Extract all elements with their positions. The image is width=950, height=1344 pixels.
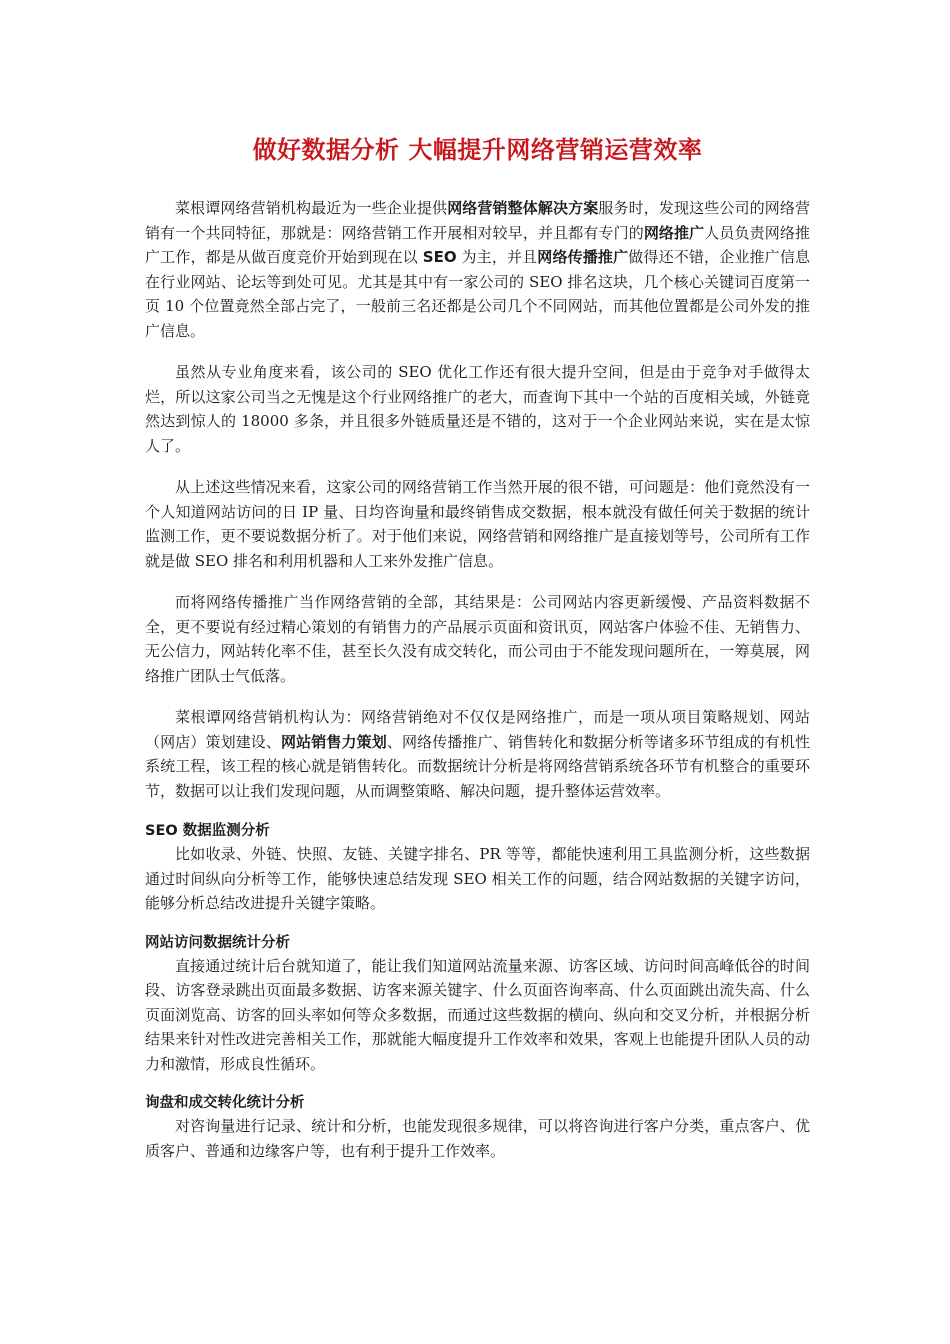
emphasis-text: 网络营销整体解决方案: [447, 199, 599, 217]
emphasis-text: 网络推广: [643, 223, 705, 242]
section-body: 对咨询量进行记录、统计和分析，也能发现很多规律，可以将咨询进行客户分类，重点客户、优质客户、普通和边缘客户等，也有利于提升工作效率。: [145, 1117, 810, 1160]
intro-paragraphs: [145, 196, 810, 803]
section-heading: 询盘和成交转化统计分析: [145, 1095, 305, 1111]
section-heading: 网站访问数据统计分析: [145, 934, 290, 951]
section-body: 直接通过统计后台就知道了，能让我们知道网站流量来源、访客区域、访问时间高峰低谷的时间段、访客登录跳出页面最多数据、访客来源关键字、什么页面咨询率高、什么页面跳出流失高、什么页面浏览高、访客的回头率如何等众多数据，而通过这些数据的横向、纵向和交叉分析，并根据分析结果来针对性改进完善相关工作，那就能大幅度提升工作效率和效果，客观上也能提升团队人员的动力和激情，形成良性循环。: [145, 956, 810, 1073]
section-conversion: [145, 1092, 810, 1163]
section-seo-monitoring: [145, 820, 810, 916]
document-page: [145, 130, 810, 1179]
emphasis-text: 网站销售力策划: [281, 732, 387, 751]
section-site-traffic: [145, 932, 810, 1077]
section-heading: SEO 数据监测分析: [145, 823, 270, 839]
document-title: 做好数据分析 大幅提升网络营销运营效率: [252, 136, 703, 164]
paragraph: 从上述这些情况来看，这家公司的网络营销工作当然开展的很不错，可问题是：他们竟然没有一个人知道网站访问的日 IP 量、日均咨询量和最终销售成交数据，根本就没有做任何关于数据的统计监测工作，更不要说数据分析了。对于他们来说，网络营销和网络推广是直接划等号，公司所有工作就是做 SEO 排名和利用机器和人工来外发推广信息。: [145, 478, 810, 570]
paragraph: 而将网络传播推广当作网络营销的全部，其结果是：公司网站内容更新缓慢、产品资料数据不全，更不要说有经过精心策划的有销售力的产品展示页面和资讯页，网站客户体验不佳、无销售力、无公信力，网站转化率不佳，甚至长久没有成交转化，而公司由于不能发现问题所在，一筹莫展，网络推广团队士气低落。: [145, 593, 810, 685]
emphasis-text: 网络传播推广: [537, 248, 629, 266]
section-body: 比如收录、外链、快照、友链、关键字排名、PR 等等，都能快速利用工具监测分析，这些数据通过时间纵向分析等工作，能够快速总结发现 SEO 相关工作的问题，结合网站数据的关键字访问，能够分析总结改进提升关键字策略。: [145, 845, 810, 912]
emphasis-text: SEO: [422, 248, 457, 266]
paragraph: 虽然从专业角度来看，该公司的 SEO 优化工作还有很大提升空间，但是由于竞争对手做得太烂，所以这家公司当之无愧是这个行业网络推广的老大，而查询下其中一个站的百度相关域，外链竟然达到惊人的 18000 多条，并且很多外链质量还是不错的，这对于一个企业网站来说，实在是太惊人了。: [145, 363, 810, 455]
paragraph: 菜根谭网络营销机构最近为一些企业提供网络营销整体解决方案服务时，发现这些公司的网络营销有一个共同特征，那就是：网络营销工作开展相对较早，并且都有专门的网络推广人员负责网络推广工作，都是从做百度竞价开始到现在以 SEO 为主，并且网络传播推广做得还不错，企业推广信息在行业网站、论坛等到处可见。尤其是其中有一家公司的 SEO 排名这块，几个核心关键词百度第一页 10 个位置竟然全部占完了，一般前三名还都是公司几个不同网站，而其他位置都是公司外发的推广信息。: [145, 199, 810, 340]
paragraph: 菜根谭网络营销机构认为：网络营销绝对不仅仅是网络推广，而是一项从项目策略规划、网站（网店）策划建设、网站销售力策划、网络传播推广、销售转化和数据分析等诸多环节组成的有机性系统工程，该工程的核心就是销售转化。而数据统计分析是将网络营销系统各环节有机整合的重要环节，数据可以让我们发现问题，从而调整策略、解决问题，提升整体运营效率。: [145, 708, 810, 800]
